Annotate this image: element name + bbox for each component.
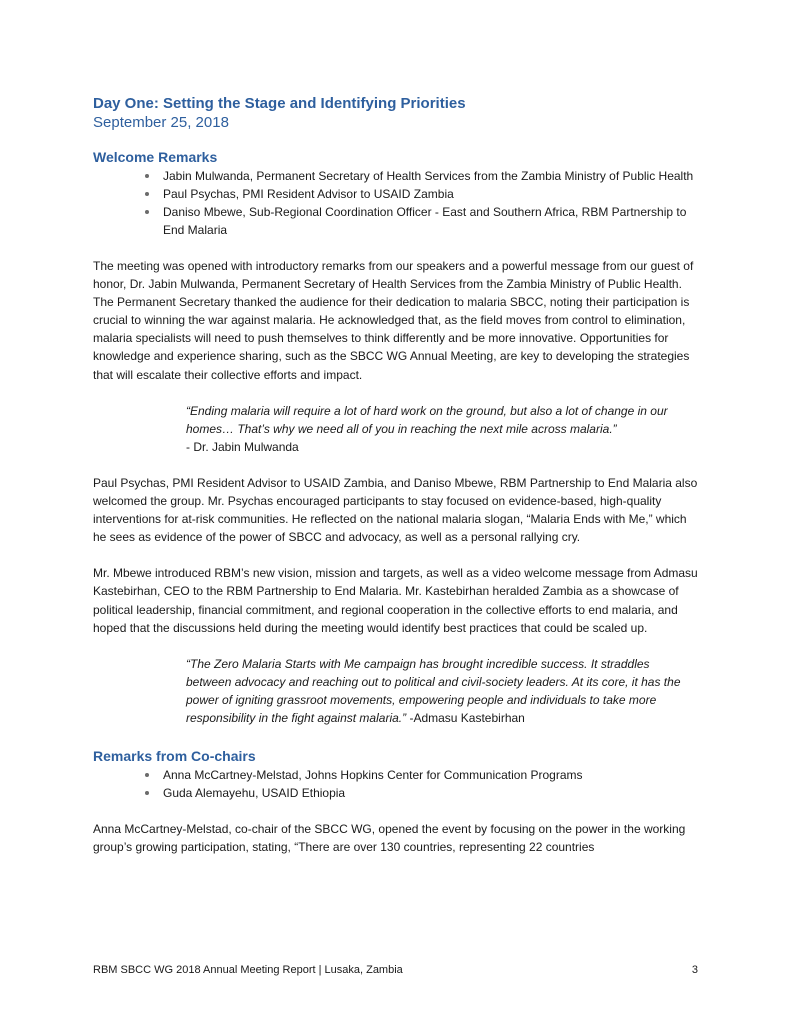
- paragraph-cochair: Anna McCartney-Melstad, co-chair of the SBCC WG, opened the event by focusing on the power in the working group’s growing participation, stating, “There are over 130 countries, representing 22 countries: [93, 822, 686, 855]
- page-content: [93, 94, 698, 874]
- quote-mulwanda: [93, 402, 698, 456]
- cochairs-heading: Remarks from Co-chairs: [93, 748, 256, 765]
- quote-kastebirhan: [93, 655, 698, 727]
- paragraph-opening: The meeting was opened with introductory remarks from our speakers and a powerful message from our guest of honor, Dr. Jabin Mulwanda, Permanent Secretary of Health Services from the Zambia Ministry of Public Health. The Permanent Secretary thanked the audience for their dedication to malaria SBCC, noting their participation is crucial to winning the war against malaria. He acknowledged that, as the field moves from control to elimination, malaria specialists will need to push themselves to think differently and be more innovative. Opportunities for knowledge and experience sharing, such as the SBCC WG Annual Meeting, are key to developing the strategies that will escalate their collective efforts and impact.: [93, 259, 694, 382]
- cochairs-list: [93, 766, 698, 802]
- list-item: Jabin Mulwanda, Permanent Secretary of Health Services from the Zambia Ministry of Public Health: [145, 167, 698, 185]
- welcome-remarks-heading: Welcome Remarks: [93, 149, 218, 165]
- quote-text: “The Zero Malaria Starts with Me campaign has brought incredible success. It straddles between advocacy and reaching out to political and civil-society leaders. At its core, it has the power of igniting grassroot movements, empowering people and individuals to take more responsibility in the fight against malaria.”: [186, 656, 681, 725]
- quote-attribution: - Dr. Jabin Mulwanda: [186, 439, 299, 454]
- footer-text: RBM SBCC WG 2018 Annual Meeting Report | Lusaka, Zambia: [93, 964, 403, 976]
- welcome-speakers-list: [93, 167, 698, 239]
- list-item: Anna McCartney-Melstad, Johns Hopkins Center for Communication Programs: [145, 766, 698, 784]
- page-heading: Day One: Setting the Stage and Identifying Priorities: [93, 95, 466, 112]
- quote-attribution: -Admasu Kastebirhan: [406, 710, 525, 725]
- list-item: Guda Alemayehu, USAID Ethiopia: [145, 784, 698, 802]
- list-item: Daniso Mbewe, Sub-Regional Coordination Officer - East and Southern Africa, RBM Partnership to End Malaria: [145, 203, 698, 239]
- date-subheading: September 25, 2018: [93, 114, 229, 131]
- list-item: Paul Psychas, PMI Resident Advisor to USAID Zambia: [145, 185, 698, 203]
- quote-text: “Ending malaria will require a lot of hard work on the ground, but also a lot of change in our homes… That’s why we need all of you in reaching the next mile across malaria.”: [186, 403, 668, 436]
- paragraph-welcome: Paul Psychas, PMI Resident Advisor to USAID Zambia, and Daniso Mbewe, RBM Partnership to End Malaria also welcomed the group. Mr. Psychas encouraged participants to stay focused on evidence-based, high-quality interventions for at-risk communities. He reflected on the national malaria slogan, “Malaria Ends with Me,” which he sees as evidence of the power of SBCC and advocacy, as well as a personal rallying cry.: [93, 475, 698, 545]
- page-footer: [93, 963, 698, 977]
- paragraph-rbm: Mr. Mbewe introduced RBM’s new vision, mission and targets, as well as a video welcome message from Admasu Kastebirhan, CEO to the RBM Partnership to End Malaria. Mr. Kastebirhan heralded Zambia as a showcase of political leadership, financial commitment, and regional cooperation in the collective efforts to end malaria, and hoped that the discussions held during the meeting would identify best practices that could be scaled up.: [93, 566, 698, 635]
- page-number: 3: [691, 964, 698, 976]
